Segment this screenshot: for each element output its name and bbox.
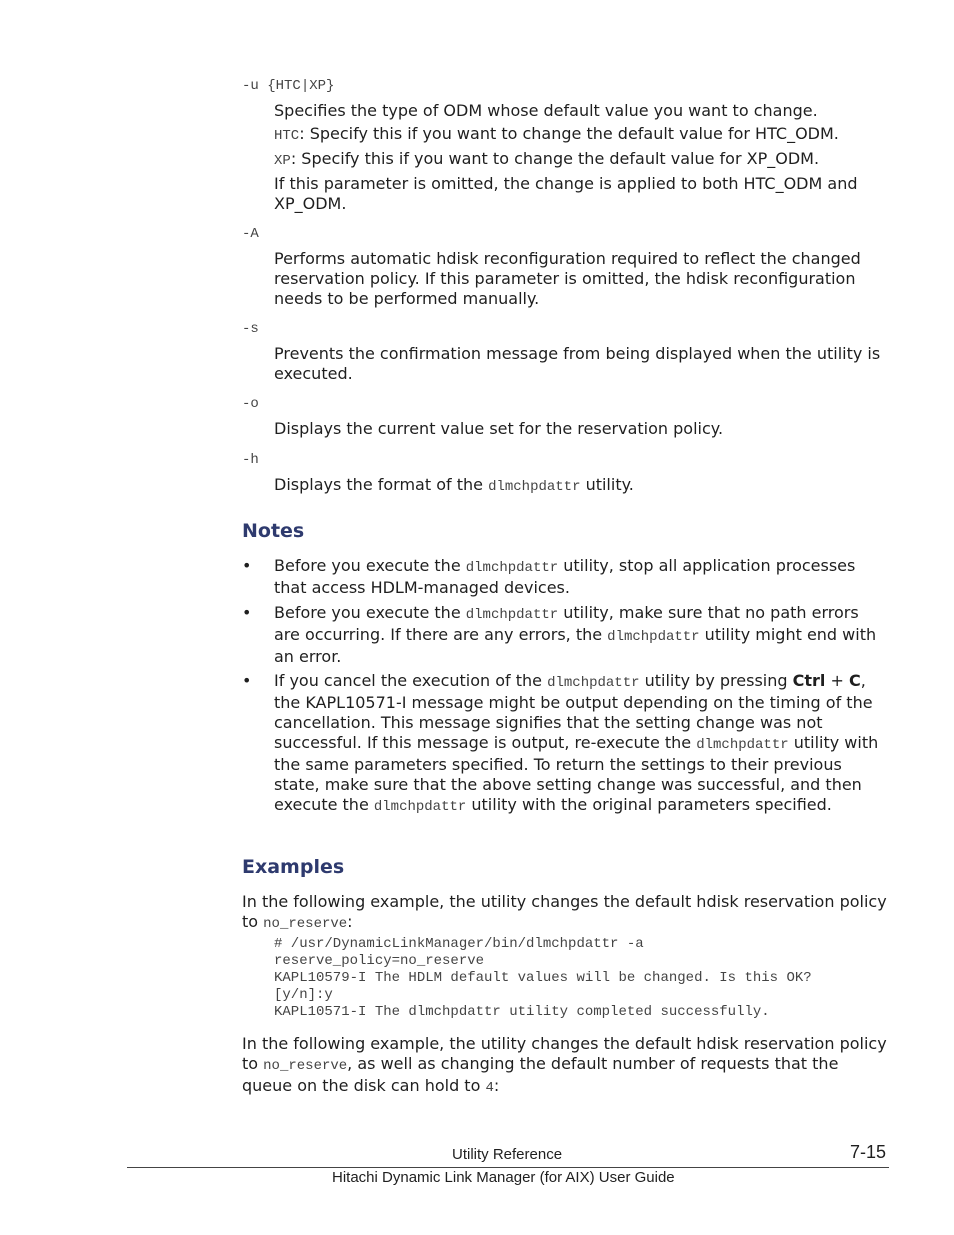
text: In the following example, the utility changes the default hdisk reservation policy to bbox=[242, 892, 887, 931]
text: : bbox=[347, 912, 353, 931]
text: utility. bbox=[580, 475, 634, 494]
option-h: -h bbox=[242, 452, 259, 468]
key-ctrl: Ctrl bbox=[792, 671, 826, 690]
text: In the following example, the utility changes the default hdisk reservation policy to bbox=[242, 1034, 887, 1073]
code: dlmchpdattr bbox=[607, 629, 700, 645]
note-item bbox=[274, 603, 889, 667]
code: no_reserve bbox=[263, 1058, 348, 1074]
option-A-description: Performs automatic hdisk reconfiguration required to reflect the changed reservation policy. If this parameter is omitted, the hdisk reconfiguration needs to be performed manually. bbox=[274, 249, 861, 308]
option-u-xp bbox=[274, 149, 894, 171]
page-number: 7-15 bbox=[850, 1142, 887, 1162]
bullet-icon: • bbox=[242, 556, 252, 575]
option-h-description bbox=[274, 475, 894, 497]
code-line: KAPL10571-I The dlmchpdattr utility completed successfully. bbox=[274, 1004, 770, 1020]
note-item bbox=[274, 671, 889, 817]
text: utility, stop all application processes that access HDLM-managed devices. bbox=[274, 556, 856, 597]
xp-text: : Specify this if you want to change the default value for XP_ODM. bbox=[290, 149, 820, 168]
text: utility with the original parameters specified. bbox=[466, 795, 832, 814]
option-o: -o bbox=[242, 396, 259, 412]
xp-code: XP bbox=[274, 153, 291, 169]
text: utility with the same parameters specified. To return the settings to their previous state, make sure that the above setting change was successful, and then execute the bbox=[274, 733, 879, 814]
option-s: -s bbox=[242, 321, 259, 337]
notes-heading: Notes bbox=[242, 520, 305, 542]
note-item bbox=[274, 556, 889, 598]
text: If you cancel the execution of the bbox=[274, 671, 548, 690]
code: dlmchpdattr bbox=[373, 799, 467, 815]
code: dlmchpdattr bbox=[488, 479, 581, 495]
example-code-block bbox=[274, 936, 812, 1021]
text: utility, make sure that no path errors are occurring. If there are any errors, the bbox=[274, 603, 859, 644]
option-s-description: Prevents the confirmation message from being displayed when the utility is executed. bbox=[274, 344, 881, 383]
footer-section-title: Utility Reference bbox=[452, 1146, 563, 1163]
code-line: [y/n]:y bbox=[274, 987, 333, 1003]
text: Before you execute the bbox=[274, 556, 466, 575]
footer-divider bbox=[127, 1167, 889, 1168]
option-u-omitted: If this parameter is omitted, the change is applied to both HTC_ODM and XP_ODM. bbox=[274, 174, 858, 213]
option-arg: {HTC|XP} bbox=[267, 78, 335, 94]
code-line: KAPL10579-I The HDLM default values will be changed. Is this OK? bbox=[274, 970, 812, 986]
option-u-htc bbox=[274, 124, 894, 146]
text: utility by pressing bbox=[639, 671, 793, 690]
option-flag: -u bbox=[242, 78, 259, 94]
text: + bbox=[825, 671, 849, 690]
htc-text: : Specify this if you want to change the default value for HTC_ODM. bbox=[299, 124, 839, 143]
option-u bbox=[242, 78, 334, 94]
code: dlmchpdattr bbox=[696, 737, 789, 753]
key-c: C bbox=[848, 671, 861, 690]
text: Displays the format of the bbox=[274, 475, 489, 494]
htc-code: HTC bbox=[274, 128, 300, 144]
code: no_reserve bbox=[263, 916, 348, 932]
bullet-icon: • bbox=[242, 603, 252, 622]
code: dlmchpdattr bbox=[547, 675, 640, 691]
bullet-icon: • bbox=[242, 671, 252, 690]
text: utility might end with an error. bbox=[274, 625, 877, 666]
option-A: -A bbox=[242, 226, 259, 242]
code-line: # /usr/DynamicLinkManager/bin/dlmchpdattr -a bbox=[274, 936, 644, 952]
example-intro-1 bbox=[242, 892, 892, 934]
code: 4 bbox=[485, 1080, 494, 1096]
text: Before you execute the bbox=[274, 603, 466, 622]
text: : bbox=[493, 1076, 500, 1095]
option-o-description: Displays the current value set for the reservation policy. bbox=[274, 419, 724, 438]
code-line: reserve_policy=no_reserve bbox=[274, 953, 485, 969]
text: , the KAPL10571-I message might be output depending on the timing of the cancellation. This message signifies that the setting change was not successful. If this message is output, re-execute the bbox=[274, 671, 873, 752]
example-intro-2 bbox=[242, 1034, 892, 1098]
examples-heading: Examples bbox=[242, 856, 345, 878]
option-u-description: Specifies the type of ODM whose default value you want to change. bbox=[274, 101, 818, 120]
code: dlmchpdattr bbox=[465, 607, 559, 623]
code: dlmchpdattr bbox=[465, 560, 559, 576]
footer-book-title: Hitachi Dynamic Link Manager (for AIX) User Guide bbox=[332, 1169, 675, 1186]
text: , as well as changing the default number of requests that the queue on the disk can hold to bbox=[242, 1054, 839, 1095]
